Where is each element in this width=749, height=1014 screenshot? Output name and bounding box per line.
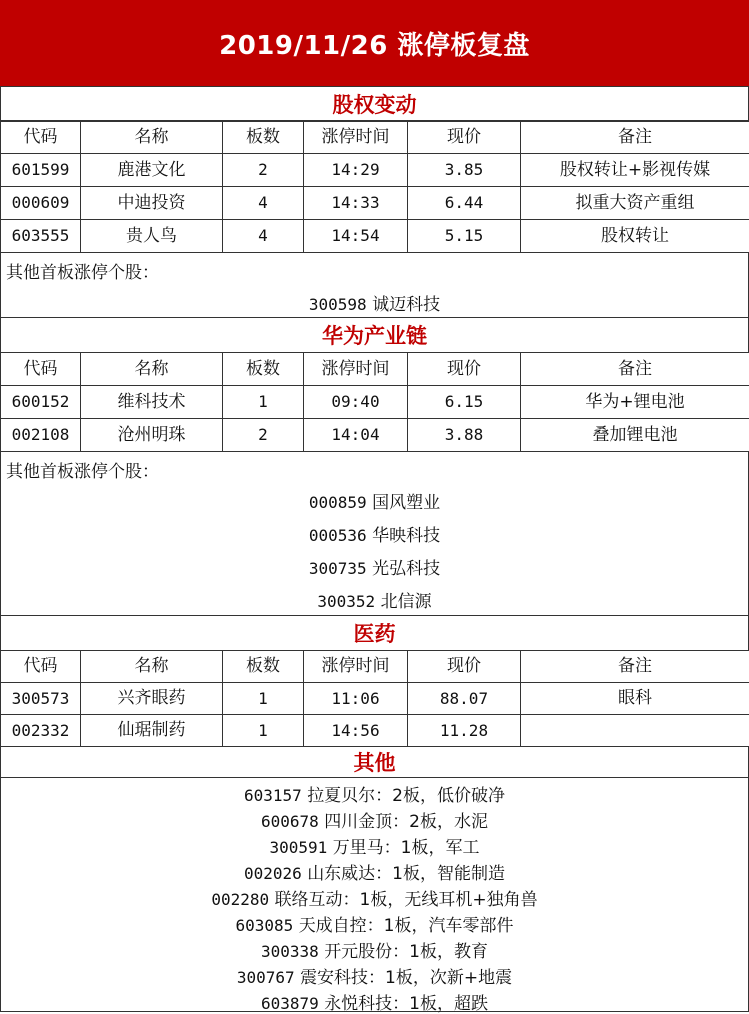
table-row: [1, 419, 749, 452]
equity-table: [0, 120, 749, 253]
table-row: [1, 154, 749, 187]
stock-code: 601599: [1, 154, 81, 187]
remark: 股权转让: [521, 220, 749, 253]
table-header-row: [1, 353, 749, 386]
stock-code: 300338: [261, 942, 319, 961]
stock-code: 603157: [244, 786, 302, 805]
stock-code: 603879: [261, 994, 319, 1013]
stock-code: 300352: [317, 592, 375, 611]
table-row: [1, 220, 749, 253]
medicine-table: [0, 650, 749, 747]
column-header: 现价: [408, 121, 521, 154]
list-item: [1, 859, 748, 884]
column-header: 名称: [81, 651, 223, 683]
stock-code: 603085: [235, 916, 293, 935]
stock-note: 天成自控：1板，汽车零部件: [299, 916, 514, 936]
current-price: 88.07: [408, 683, 521, 715]
stock-code: 300767: [237, 968, 295, 987]
column-header: 现价: [408, 353, 521, 386]
table-row: [1, 386, 749, 419]
limit-up-time: 09:40: [304, 386, 408, 419]
remark: 拟重大资产重组: [521, 187, 749, 220]
column-header: 板数: [223, 121, 304, 154]
column-header: 备注: [521, 121, 749, 154]
stock-name: 沧州明珠: [81, 419, 223, 452]
list-item: [1, 937, 748, 962]
table-row: [1, 187, 749, 220]
stock-code: 603555: [1, 220, 81, 253]
section-title-huawei: 华为产业链: [0, 318, 749, 353]
limit-up-time: 14:04: [304, 419, 408, 452]
column-header: 现价: [408, 651, 521, 683]
remark: 眼科: [521, 683, 749, 715]
board-count: 2: [223, 419, 304, 452]
stock-name: 北信源: [381, 592, 432, 612]
table-row: [1, 715, 749, 747]
current-price: 3.88: [408, 419, 521, 452]
other-first-board-label: 其他首板涨停个股：: [6, 457, 159, 482]
stock-name: 兴齐眼药: [81, 683, 223, 715]
stock-code: 600152: [1, 386, 81, 419]
table-header-row: [1, 121, 749, 154]
stock-code: 600678: [261, 812, 319, 831]
list-item: [1, 885, 748, 910]
remark: 华为+锂电池: [521, 386, 749, 419]
table-header-row: [1, 651, 749, 683]
list-item: [1, 911, 748, 936]
table-row: [1, 683, 749, 715]
column-header: 板数: [223, 651, 304, 683]
limit-up-time: 14:29: [304, 154, 408, 187]
stock-code: 300591: [269, 838, 327, 857]
column-header: 代码: [1, 651, 81, 683]
stock-note: 联络互动：1板，无线耳机+独角兽: [275, 890, 538, 910]
huawei-table: [0, 352, 749, 452]
list-item: [1, 521, 748, 546]
board-count: 1: [223, 683, 304, 715]
stock-code: 002026: [244, 864, 302, 883]
stock-note: 四川金顶：2板，水泥: [324, 812, 488, 832]
column-header: 涨停时间: [304, 121, 408, 154]
current-price: 6.15: [408, 386, 521, 419]
column-header: 代码: [1, 353, 81, 386]
stock-name: 鹿港文化: [81, 154, 223, 187]
stock-note: 万里马：1板，军工: [333, 838, 480, 858]
other-first-board-label: 其他首板涨停个股：: [6, 258, 159, 283]
list-item: [1, 587, 748, 612]
stock-name: 诚迈科技: [372, 295, 440, 315]
list-item: [1, 963, 748, 988]
limit-up-time: 14:54: [304, 220, 408, 253]
remark: [521, 715, 749, 747]
column-header: 涨停时间: [304, 353, 408, 386]
column-header: 板数: [223, 353, 304, 386]
column-header: 名称: [81, 121, 223, 154]
stock-note: 山东威达：1板，智能制造: [307, 864, 505, 884]
stock-name: 光弘科技: [372, 559, 440, 579]
limit-up-time: 14:56: [304, 715, 408, 747]
column-header: 备注: [521, 353, 749, 386]
section-title-other: 其他: [0, 747, 749, 778]
section-title-equity: 股权变动: [0, 86, 749, 122]
limit-up-time: 11:06: [304, 683, 408, 715]
board-count: 2: [223, 154, 304, 187]
stock-code: 002332: [1, 715, 81, 747]
limit-up-time: 14:33: [304, 187, 408, 220]
board-count: 1: [223, 715, 304, 747]
remark: 叠加锂电池: [521, 419, 749, 452]
stock-note: 开元股份：1板，教育: [324, 942, 488, 962]
stock-name: 中迪投资: [81, 187, 223, 220]
stock-note: 拉夏贝尔：2板，低价破净: [307, 786, 505, 806]
stock-name: 贵人鸟: [81, 220, 223, 253]
stock-code: 300573: [1, 683, 81, 715]
column-header: 涨停时间: [304, 651, 408, 683]
list-item: [1, 488, 748, 513]
list-item: [1, 807, 748, 832]
stock-note: 永悦科技：1板，超跌: [324, 994, 488, 1014]
board-count: 4: [223, 220, 304, 253]
stock-name: 维科技术: [81, 386, 223, 419]
column-header: 代码: [1, 121, 81, 154]
page-title: 2019/11/26 涨停板复盘: [0, 0, 749, 86]
board-count: 4: [223, 187, 304, 220]
column-header: 名称: [81, 353, 223, 386]
current-price: 11.28: [408, 715, 521, 747]
stock-code: 000536: [309, 526, 367, 545]
stock-code: 002280: [211, 890, 269, 909]
current-price: 3.85: [408, 154, 521, 187]
current-price: 5.15: [408, 220, 521, 253]
board-count: 1: [223, 386, 304, 419]
list-item: [1, 290, 748, 315]
other-first-board-block: [0, 451, 749, 616]
list-item: [1, 554, 748, 579]
stock-code: 000609: [1, 187, 81, 220]
stock-name: 华映科技: [372, 526, 440, 546]
stock-name: 国风塑业: [372, 493, 440, 513]
list-item: [1, 781, 748, 806]
stock-name: 仙琚制药: [81, 715, 223, 747]
stock-code: 000859: [309, 493, 367, 512]
list-item: [1, 833, 748, 858]
other-first-board-block: [0, 252, 749, 318]
other-stocks-block: [0, 777, 749, 1012]
remark: 股权转让+影视传媒: [521, 154, 749, 187]
stock-code: 002108: [1, 419, 81, 452]
column-header: 备注: [521, 651, 749, 683]
stock-code: 300735: [309, 559, 367, 578]
stock-note: 震安科技：1板，次新+地震: [300, 968, 512, 988]
list-item: [1, 989, 748, 1014]
section-title-medicine: 医药: [0, 616, 749, 651]
stock-code: 300598: [309, 295, 367, 314]
current-price: 6.44: [408, 187, 521, 220]
